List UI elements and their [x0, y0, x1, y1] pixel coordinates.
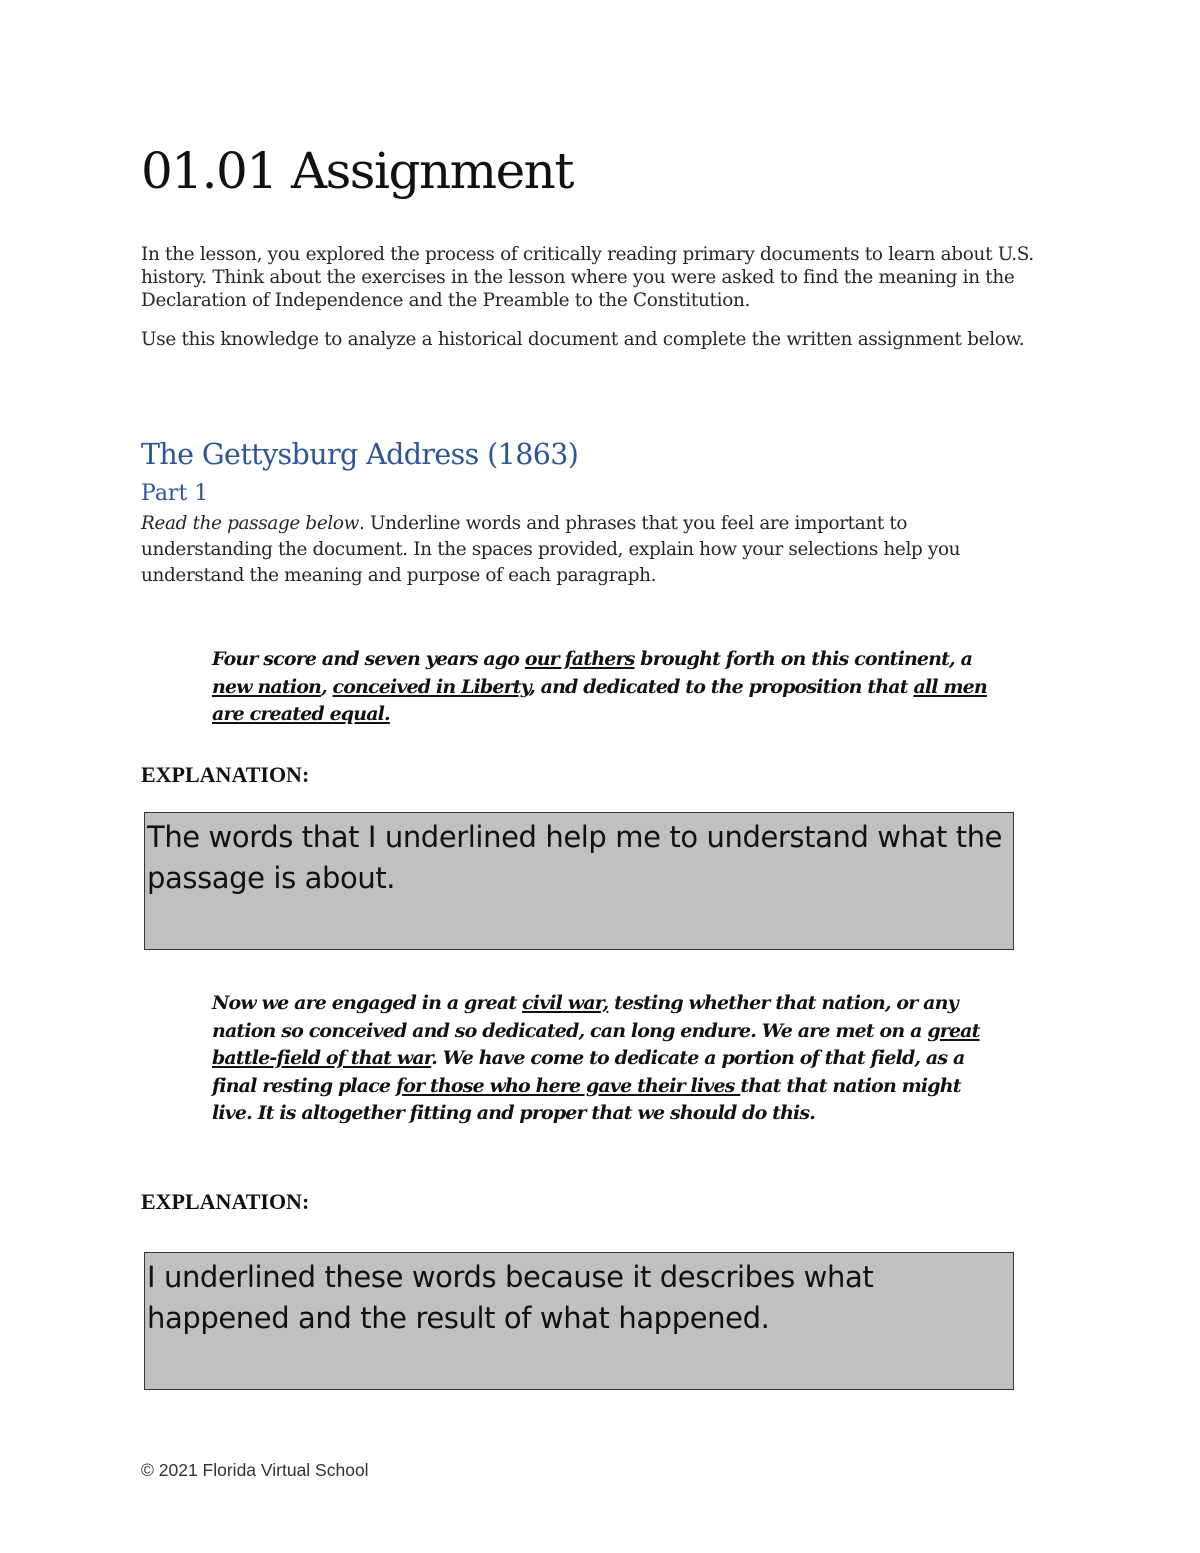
underlined-phrase: for those who here gave their lives — [395, 1074, 741, 1097]
explanation-label-1: EXPLANATION: — [141, 762, 310, 787]
passage-text: Four score and seven years ago — [212, 648, 525, 670]
passage-1 — [212, 646, 1002, 729]
passage-text: , and dedicated to the proposition that — [529, 675, 914, 698]
underlined-phrase: all men are created equal. — [212, 675, 987, 725]
passage-text: brought forth on this continent, a — [634, 648, 973, 670]
underlined-phrase: new nation — [212, 675, 321, 698]
passage-2 — [212, 990, 1002, 1128]
underlined-phrase: great battle-field of that war — [212, 1019, 980, 1069]
underlined-phrase: conceived in Liberty — [332, 675, 530, 698]
intro-paragraph-2: Use this knowledge to analyze a historical document and complete the written assignment below. — [141, 329, 1025, 350]
passage-text: Now we are engaged in a great — [212, 992, 523, 1014]
explanation-label-2: EXPLANATION: — [141, 1189, 310, 1214]
underlined-phrase: our fathers — [524, 648, 635, 670]
passage-text: . We have come to dedicate a portion of that field, as a final resting place — [212, 1047, 965, 1097]
passage-text: that that nation might live. It is altogether fitting and proper that we should do this. — [212, 1074, 961, 1124]
instructions — [141, 511, 1041, 589]
passage-text: , — [320, 675, 333, 698]
passage-text: testing whether that nation, or any nation so conceived and so dedicated, can long endure. We are met on a — [212, 992, 958, 1042]
instructions-rest: . Underline words and phrases that you feel are important to understanding the document. In the spaces provided, explain how your selections help you understand the meaning and purpose of each paragraph. — [141, 513, 961, 586]
intro-paragraph-1: In the lesson, you explored the process of critically reading primary documents to learn about U.S. history. Think about the exercises in the lesson where you were asked to find the meaning in the Declaration of Independence and the Preamble to the Constitution. — [141, 244, 1034, 311]
answer-box-1[interactable]: The words that I underlined help me to understand what the passage is about. — [144, 812, 1014, 950]
copyright-footer: © 2021 Florida Virtual School — [141, 1460, 369, 1480]
instructions-italic-lead: Read the passage below — [141, 513, 360, 534]
page-title: 01.01 Assignment — [141, 142, 573, 200]
answer-box-2[interactable]: I underlined these words because it describes what happened and the result of what happened. — [144, 1252, 1014, 1390]
part-heading: Part 1 — [141, 481, 209, 506]
section-heading: The Gettysburg Address (1863) — [141, 438, 579, 471]
underlined-phrase: civil war, — [522, 992, 609, 1014]
